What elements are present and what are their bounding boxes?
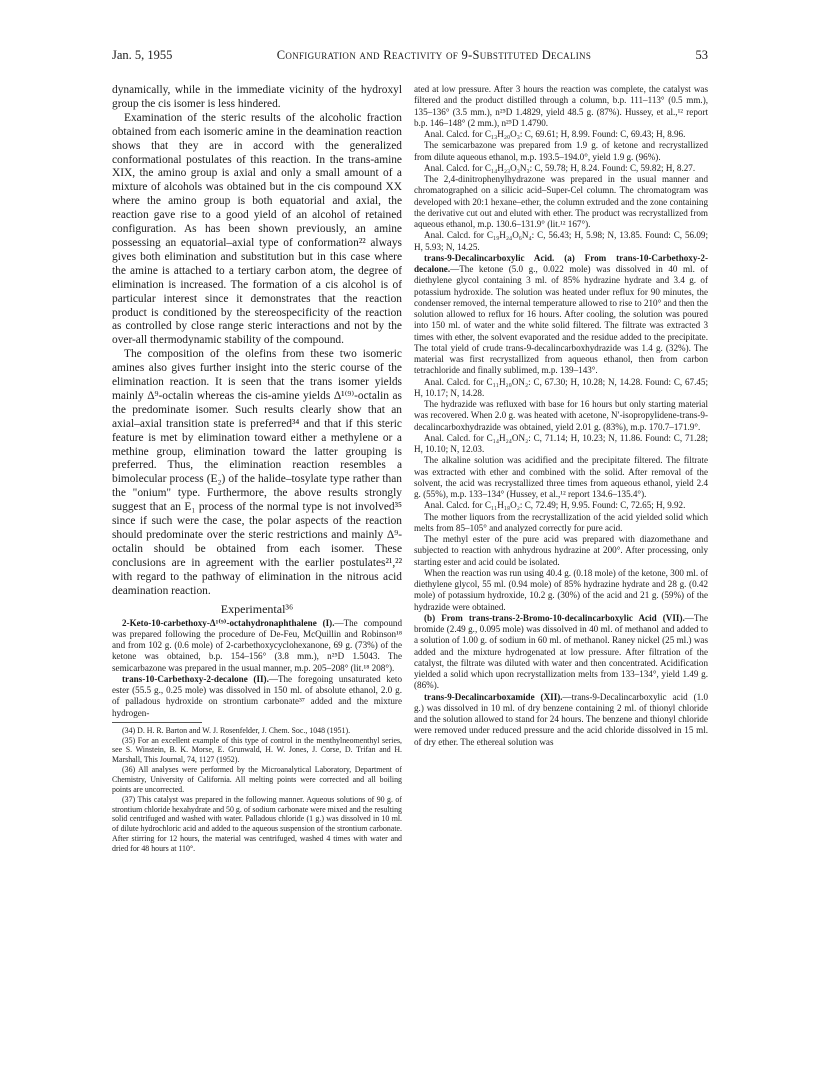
compound-heading: trans-10-Carbethoxy-2-decalone (II). (122, 673, 269, 684)
paragraph: The composition of the olefins from these two isomeric amines also gives further insight into the steric course of the elimination reaction. It is seen that the trans isomer yields mainly Δ⁹-octalin whereas the cis-amine yields Δ¹⁽⁹⁾-octalin as the predominate isomer. Such results clearly show that an axial–axial transition state is preferred³⁴ and that if this steric feature is met by elimination toward either a methylene or a methine group, elimination toward the latter grouping is preferred. Thus, the elimination reaction resembles a bimolecular process (E₂) of the halide–tosylate type rather than the "onium" type. Furthermore, the above results strongly suggest that an E₁ process of the normal type is not involved³⁵ since if such were the case, the polar aspects of the reaction should predominate over the steric restrictions and mainly Δ⁹-octalin should be obtained from each isomer. These conclusions are in agreement with the earlier postulates²¹,²² with regard to the pathway of elimination in the nitrous acid deamination reaction. (112, 348, 402, 597)
experimental-paragraph: When the reaction was run using 40.4 g. (0.18 mole) of the ketone, 300 ml. of diethylene glycol, 55 ml. (0.94 mole) of 85% hydrazine hydrate and 28 g. (0.42 mole) of potassium hydroxide, 10.2 g. (30%) of the acid and 21 g. (59%) of the hydrazide were obtained. (414, 567, 708, 612)
experimental-paragraph: 2-Keto-10-carbethoxy-Δ¹⁽⁹⁾-octahydronaphthalene (I).—The compound was prepared following the procedure of De-Feu, McQuillin and Robinson¹⁸ and from 102 g. (0.6 mole) of 2-carbethoxycyclohexanone, 69 g. (73%) of the ketone was obtained, b.p. 154–156° (3.8 mm.), n²⁵D 1.5043. The semicarbazone was prepared in the usual manner, m.p. 205–208° (lit.¹⁸ 208°). (112, 617, 402, 673)
compound-heading: (b) From trans-trans-2-Bromo-10-decalincarboxylic Acid (VII). (424, 612, 685, 623)
experimental-paragraph: trans-9-Decalincarboxamide (XII).—trans-9-Decalincarboxylic acid (1.0 g.) was dissolved in 10 ml. of dry benzene containing 2 ml. of thionyl chloride and the solution allowed to stand for 24 hours. The benzene and thionyl chloride were removed under reduced pressure and the acid chloride dissolved in 15 ml. of dry ether. The ethereal solution was (414, 691, 708, 747)
paragraph: dynamically, while in the immediate vicinity of the hydroxyl group the cis isomer is less hindered. (112, 84, 402, 110)
experimental-paragraph: trans-9-Decalincarboxylic Acid. (a) From trans-10-Carbethoxy-2-decalone.—The ketone (5.0 g., 0.022 mole) was dissolved in 40 ml. of diethylene glycol containing 3 ml. of 85% hydrazine hydrate and 3.4 g. of potassium hydroxide. The solution was heated under reflux for 90 minutes, the condenser removed, the internal temperature allowed to rise to 210° and then the solution allowed to reflux for 16 hours. After cooling, the solution was poured into 150 ml. of water and the white solid filtered. The filtrate was extracted 3 times with ether, the solvent evaporated and the residue added to the precipitate. The total yield of crude trans-9-decalincarboxhydrazide was 1.4 g. (32%). The material was first recrystallized from aqueous ethanol, then from carbon tetrachloride and finally sublimed, m.p. 139–143°. (414, 252, 708, 376)
analysis-line: Anal. Calcd. for C₁₉H₂₄O₆N₄: C, 56.43; H, 5.98; N, 13.85. Found: C, 56.09; H, 5.93; N, 14.25. (414, 230, 708, 252)
right-column (414, 84, 708, 1048)
analysis-line: Anal. Calcd. for C₁₄H₂₄ON₂: C, 71.14; H, 10.23; N, 11.86. Found: C, 71.28; H, 10.10; N, 12.03. (414, 432, 708, 454)
experimental-paragraph: trans-10-Carbethoxy-2-decalone (II).—The foregoing unsaturated keto ester (55.5 g., 0.25 mole) was dissolved in 150 ml. of absolute ethanol, 2.0 g. of palladous hydroxide on strontium carbonate³⁷ added and the mixture hydrogen- (112, 673, 402, 718)
analysis-line: Anal. Calcd. for C₁₁H₂₀ON₂: C, 67.30; H, 10.28; N, 14.28. Found: C, 67.45; H, 10.17; N, 14.28. (414, 376, 708, 398)
header-title: Configuration and Reactivity of 9-Substituted Decalins (276, 48, 592, 62)
experimental-paragraph: The mother liquors from the recrystallization of the acid yielded solid which melts from 85–105° and analyzed correctly for pure acid. (414, 511, 708, 533)
compound-heading: trans-9-Decalincarboxylic Acid. (a) From trans-10-Carbethoxy-2-decalone. (414, 252, 708, 274)
experimental-paragraph: The methyl ester of the pure acid was prepared with diazomethane and subjected to reaction with anhydrous hydrazine at 200°. After processing, only starting ester and acid could be isolated. (414, 534, 708, 567)
experimental-paragraph: The hydrazide was refluxed with base for 16 hours but only starting material was recovered. When 2.0 g. was heated with acetone, N′-isopropylidene-trans-9-decalincarboxhydrazide was obtained, yield 2.01 g. (83%), m.p. 170.7–171.9°. (414, 399, 708, 432)
compound-heading: trans-9-Decalincarboxamide (XII). (424, 691, 563, 702)
left-column (112, 84, 402, 1048)
header-date: Jan. 5, 1955 (112, 48, 173, 62)
analysis-line: Anal. Calcd. for C₁₃H₂₀O₃: C, 69.61; H, 8.99. Found: C, 69.43; H, 8.96. (424, 129, 686, 139)
header-page-number: 53 (695, 48, 708, 62)
paragraph: Examination of the steric results of the alcoholic fraction obtained from each isomeric amine in the deamination reaction shows that they are in accord with the generalized conformational postulates of this reaction. In the trans-amine XIX, the amino group is axial and only a small amount of a mixture of alcohols was obtained but in the cis compound XX where the amino group is both equatorial and axial, the reaction gave rise to a good yield of an alcohol of retained configuration. As has been shown previously, an amine possessing an equatorial–axial type of conformation²² always gives both elimination and substitution but in this case where the amine is attached to a tertiary carbon atom, the degree of elimination is increased. The formation of a cis alcohol is of particular interest since it demonstrates that the reaction product is conditioned by the stereospecificity of the reaction as controlled by close range steric interactions and not by the over-all thermodynamic stability of the compound. (112, 111, 402, 347)
experimental-paragraph: The 2,4-dinitrophenylhydrazone was prepared in the usual manner and chromatographed on a silicic acid–Super-Cel column. The chromatogram was developed with 20:1 hexane–ether, the column extruded and the zone containing the derivative cut out and eluted with ether. The product was recrystallized from aqueous ethanol, m.p. 130.6–131.9° (lit.¹² 167°). (414, 174, 708, 229)
footnote-divider (112, 722, 202, 723)
experimental-paragraph: The alkaline solution was acidified and the precipitate filtered. The filtrate was extracted with ether and combined with the solid. After removal of the solvent, the acid was recrystallized three times from aqueous ethanol, yield 2.4 g. (55%), m.p. 133–134° (Hussey, et al.,¹² report 134.6–135.4°). (414, 455, 708, 499)
experimental-paragraph: The semicarbazone was prepared from 1.9 g. of ketone and recrystallized from dilute aqueous ethanol, m.p. 193.5–194.0°, yield 1.9 g. (96%). (414, 140, 708, 162)
experimental-paragraph: ated at low pressure. After 3 hours the reaction was complete, the catalyst was filtered and the product distilled through a column, b.p. 111–113° (0.5 mm.), 135–136° (3.5 mm.), n²⁵D 1.4829, yield 48.5 g. (87%). Hussey, et al.,¹² report b.p. 146–148° (2 mm.), n²⁵D 1.4790. (414, 84, 708, 128)
analysis-line: Anal. Calcd. for C₁₁H₁₈O₂: C, 72.49; H, 9.95. Found: C, 72.65; H, 9.92. (424, 500, 686, 511)
analysis-line: Anal. Calcd. for C₁₄H₂₃O₃N₃: C, 59.78; H, 8.24. Found: C, 59.82; H, 8.27. (424, 162, 696, 173)
footnotes (112, 726, 402, 854)
compound-heading: 2-Keto-10-carbethoxy-Δ¹⁽⁹⁾-octahydronaphthalene (I). (122, 617, 335, 628)
footnote: (37) This catalyst was prepared in the following manner. Aqueous solutions of 90 g. of strontium chloride hexahydrate and 50 g. of sodium carbonate were mixed and the resulting solid centrifuged and washed with water. Palladous chloride (1 g.) was dissolved in 10 ml. of dilute hydrochloric acid and added to the aqueous suspension of the strontium carbonate. After stirring for 12 hours, the material was centrifuged, washed 4 times with water and dried for 48 hours at 110°. (112, 794, 402, 853)
footnote: (35) For an excellent example of this type of control in the menthylneomenthyl series, see S. Winstein, B. K. Morse, E. Grunwald, H. W. Jones, J. Corse, D. Trifan and H. Marshall, This Journal, 74, 1127 (1952). (112, 735, 402, 765)
page-header (112, 48, 708, 68)
footnote: (34) D. H. R. Barton and W. J. Rosenfelder, J. Chem. Soc., 1048 (1951). (122, 725, 351, 735)
experimental-paragraph: (b) From trans-trans-2-Bromo-10-decalincarboxylic Acid (VII).—The bromide (2.49 g., 0.095 mole) was dissolved in 40 ml. of methanol and added to a solution of 1.00 g. of sodium in 60 ml. of methanol. Raney nickel (25 ml.) was added and the mixture hydrogenated at low pressure. After filtration of the catalyst, the filtrate was diluted with water and then concentrated. Acidification yielded a solid which upon recrystallization melts from 133–134°, yield 1.49 g. (86%). (414, 612, 708, 691)
section-heading-experimental: Experimental³⁶ (220, 601, 294, 616)
footnote: (36) All analyses were performed by the Microanalytical Laboratory, Department of Chemistry, University of California. All melting points were corrected and all boiling points are uncorrected. (112, 765, 402, 794)
